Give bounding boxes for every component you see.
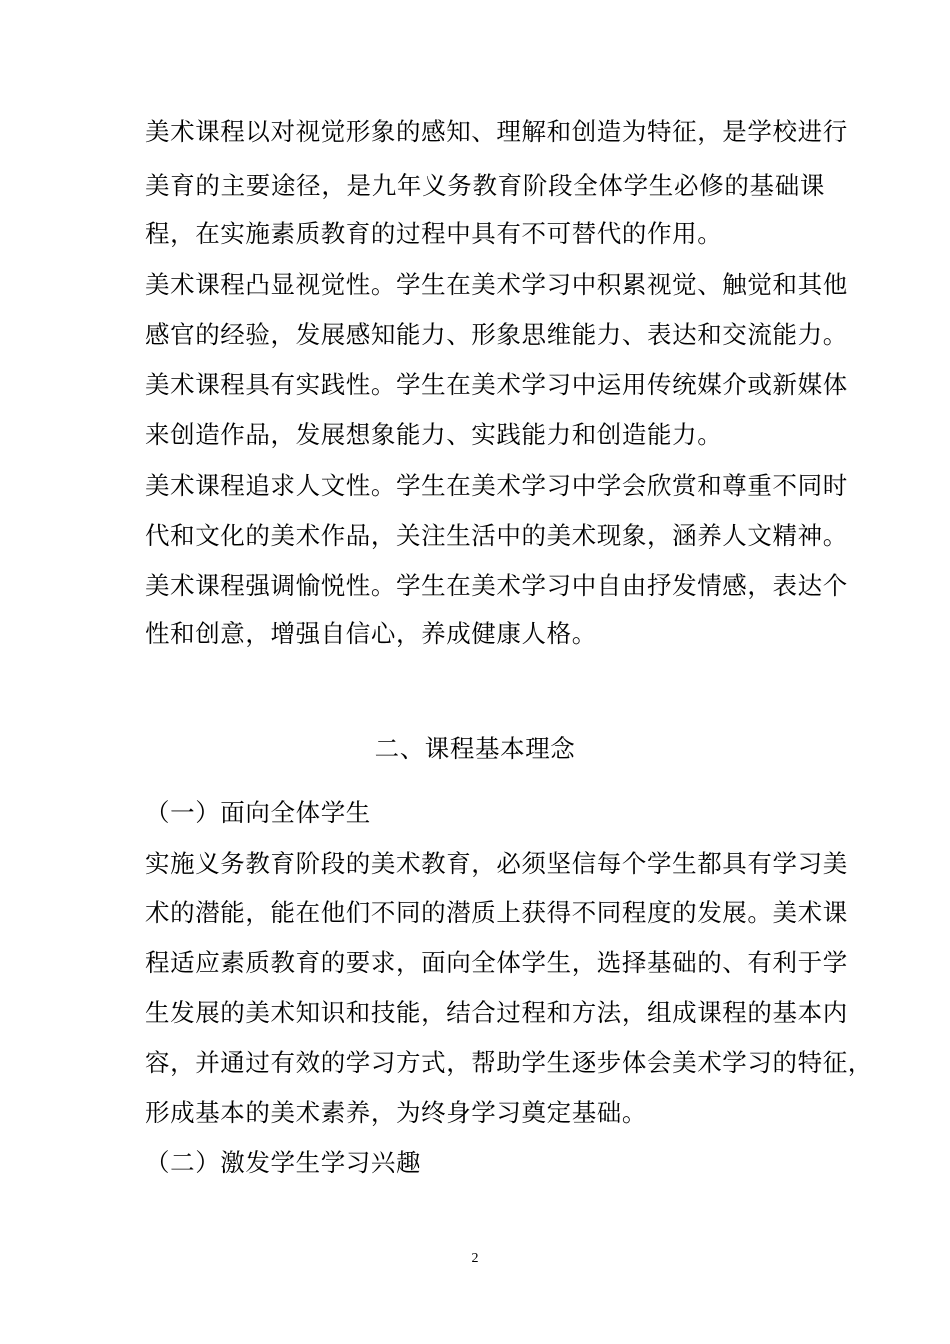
subheading-1: （一）面向全体学生 [145, 798, 371, 827]
paragraph-1-line-2: 美育的主要途径，是九年义务教育阶段全体学生必修的基础课 [145, 171, 825, 200]
subheading-2: （二）激发学生学习兴趣 [145, 1148, 422, 1177]
paragraph-4-line-2: 代和文化的美术作品，关注生活中的美术现象，涵养人文精神。 [145, 521, 848, 550]
paragraph-6-line-3: 程适应素质教育的要求，面向全体学生，选择基础的、有利于学 [145, 948, 848, 977]
paragraph-3-line-1: 美术课程具有实践性。学生在美术学习中运用传统媒介或新媒体 [145, 370, 848, 399]
paragraph-3-line-2: 来创造作品，发展想象能力、实践能力和创造能力。 [145, 420, 723, 449]
page-number: 2 [471, 1251, 479, 1266]
paragraph-1-line-1: 美术课程以对视觉形象的感知、理解和创造为特征，是学校进行 [145, 117, 848, 146]
paragraph-6-line-6: 形成基本的美术素养，为终身学习奠定基础。 [145, 1098, 647, 1127]
paragraph-5-line-2: 性和创意，增强自信心，养成健康人格。 [145, 619, 597, 648]
paragraph-6-line-4: 生发展的美术知识和技能，结合过程和方法，组成课程的基本内 [145, 998, 848, 1027]
paragraph-4-line-1: 美术课程追求人文性。学生在美术学习中学会欣赏和尊重不同时 [145, 471, 848, 500]
paragraph-5-line-1: 美术课程强调愉悦性。学生在美术学习中自由抒发情感，表达个 [145, 571, 848, 600]
section-heading: 二、课程基本理念 [374, 734, 576, 763]
paragraph-2-line-1: 美术课程凸显视觉性。学生在美术学习中积累视觉、触觉和其他 [145, 270, 848, 299]
paragraph-6-line-1: 实施义务教育阶段的美术教育，必须坚信每个学生都具有学习美 [145, 849, 848, 878]
paragraph-6-line-2: 术的潜能，能在他们不同的潜质上获得不同程度的发展。美术课 [145, 898, 848, 927]
paragraph-6-line-5: 容，并通过有效的学习方式，帮助学生逐步体会美术学习的特征， [145, 1048, 873, 1077]
paragraph-1-line-3: 程，在实施素质教育的过程中具有不可替代的作用。 [145, 219, 723, 248]
paragraph-2-line-2: 感官的经验，发展感知能力、形象思维能力、表达和交流能力。 [145, 320, 848, 349]
